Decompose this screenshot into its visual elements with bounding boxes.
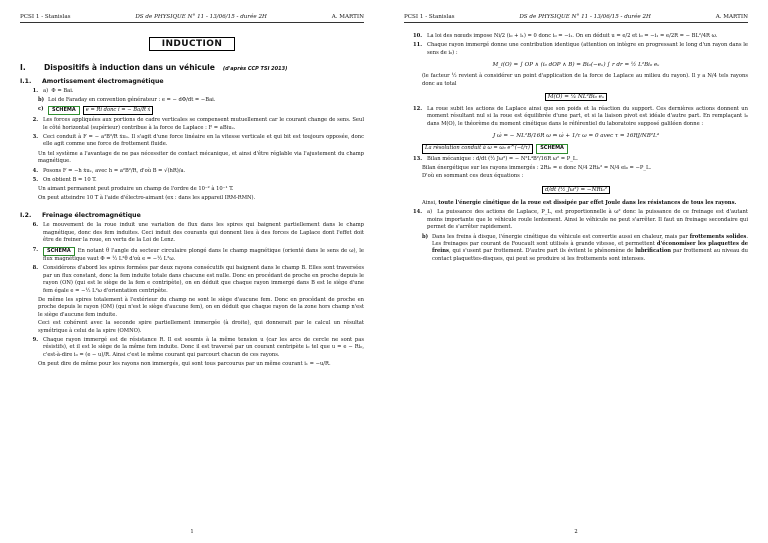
answer-text: Les forces appliquées aux portions de cadre verticales se compensent mutuellement car le courant change de sens. Seul le côté horizontal (supérieur) contribue à la force de Laplace : F = aBiuₓ. <box>43 117 364 131</box>
subsection-heading <box>20 212 364 219</box>
answer-13-continued-2: D'où en sommant ces deux équations : <box>422 173 524 180</box>
answer-text: Bilan mécanique : d/dt (½ Jω²) = − N²L⁴B²/16R ω² = P_L. <box>427 155 578 162</box>
subsection-number: I.2. <box>20 212 32 220</box>
boxed-equation: M(O) = ¼ NL²Bi₀ eᵤ <box>545 93 607 101</box>
answer-text: La roue subit les actions de Laplace ainsi que son poids et la réaction du support. Ces dernières actions donnent un moment résultant nul si la roue est équilibrée d'une part, et si la liaison pivot est idéale d'autre part. En remplaçant i₀ dans M(O), le théorème du moment cinétique dans le référentiel du laboratoire supposé galiléen donne : <box>427 106 748 127</box>
conclusion-prefix: Ainsi, <box>422 199 439 206</box>
answer-14a: 14. a) La puissance des actions de Laplace, P_L, est proportionnelle à ω² donc la puissance de ce freinage est d'autant moins importante que le véhicule roule lentement. Ainsi le véhicule ne peut s'arrêter. Il faut un freinage secondaire qui permet de s'arrêter rapidement. <box>412 209 748 231</box>
page-number: 1 <box>190 529 194 535</box>
answer-11-continued: (le facteur ½ revient à considérer un point d'application de la force de Laplace au milieu du rayon). Il y a N/4 tels rayons donc au total <box>422 73 748 87</box>
answer-10: 10. La loi des nœuds impose Ni/2 (i₀ + i₁) = 0 donc i₀ = −i₁. On en déduit u = e/2 et i₀ = −i₁ = e/2R = − BL²/4R ω. <box>404 33 748 40</box>
answer-4: 4. Posons F = −h ẋuₓ, avec h = a²B²/R, d'où B = √(hR)/a. <box>20 168 364 175</box>
subsection-title: Freinage électromagnétique <box>42 212 141 220</box>
boxed-equation: d/dt (½ Jω²) = −NRi₀² <box>542 186 610 194</box>
header-right: A. MARTIN <box>331 14 364 20</box>
page-2 <box>384 0 768 543</box>
answer-3-continued: Un tel système a l'avantage de ne pas nécessiter de contact mécanique, et ainsi d'être réglable via l'ajustement du champ magnétique. <box>38 150 364 165</box>
answer-8-continued: De même les spires totalement à l'extérieur du champ ne sont le siège d'aucune fem. Donc en procédant de proche en proche depuis le rayon (OM) (qui n'est le siège d'aucune fem), on en déduit que chaque rayon de la zone hors champ n'est le siège d'aucune fem induite. <box>38 296 364 318</box>
section-context: (d'après CCP TSI 2013) <box>222 66 288 72</box>
page-title: INDUCTION <box>149 37 235 51</box>
page-number: 2 <box>574 529 578 535</box>
answer-text: Ceci conduit à F = − a²B²/R ẋuₓ. Il s'agit d'une force linéaire en la vitesse verticale et qui bit est toujours opposée, donc elle agit comme une force de frottement fluide. <box>43 134 364 148</box>
text-run: Dans les freins à disque, l'énergie cinétique du véhicule est convertie aussi en chaleur, mais par <box>432 233 690 240</box>
answer-text: On obtient B = 10 T. <box>43 177 97 184</box>
answer-2: 2. Les forces appliquées aux portions de cadre verticales se compensent mutuellement car le courant change de sens. Seul le côté horizontal (supérieur) contribue à la force de Laplace : F = aBiuₓ. <box>32 117 364 131</box>
answer-6: 6. Le mouvement de la roue induit une variation de flux dans les spires qui baignent partiellement dans le champ magnétique, donc des fem induites. Ceci induit des courants qui donnent lieu à des forces de Laplace dont l'effet doit être de freiner la roue, en vertu de la Loi de Lenz. <box>32 222 364 244</box>
header-mid: DS de PHYSIQUE N° 11 - 13/06/15 - durée 2H <box>135 14 267 20</box>
answer-text: Le mouvement de la roue induit une variation de flux dans les spires qui baignent partiellement dans le champ magnétique, donc des fem induites. Ceci induit des courants qui donnent lieu à des forces de Laplace dont l'effet doit être de freiner la roue, en vertu de la Loi de Lenz. <box>43 222 364 244</box>
text-run: . Les freinages par courant de Foucault sont utilisés à grande vitesse, et permettent <box>432 233 749 247</box>
section-heading <box>20 63 364 72</box>
answer-1b: b) Loi de Faraday en convention générateur : e = − dΦ/dt = −Bai. <box>38 97 364 104</box>
answer-text: En notant θ l'angle du secteur circulaire plongé dans le champ magnétique (orienté dans le sens de ω), le flux magnétique vaut Φ = ½ L²θ d'où e = −½ L²ω. <box>43 247 364 262</box>
bold-run: lubrification <box>635 248 672 255</box>
header-left: PCSI 1 - Stanislas <box>20 14 71 20</box>
bold-run: d'économiser les plaquettes de freins <box>432 240 749 255</box>
answer-3: 3. Ceci conduit à F = − a²B²/R ẋuₓ. Il s'agit d'une force linéaire en la vitesse verticale et qui bit est toujours opposée, donc elle agit comme une force de frottement fluide. <box>32 134 364 148</box>
answer-text: La puissance des actions de Laplace, P_L, est proportionnelle à ω² donc la puissance de ce freinage est d'autant moins importante que le véhicule roule lentement. Ainsi le véhicule ne peut s'arrêter. Il faut un freinage secondaire qui permet de s'arrêter rapidement. <box>427 209 748 231</box>
answer-text: Loi de Faraday en convention générateur : e = − dΦ/dt = −Bai. <box>48 97 216 104</box>
answer-text: Φ = Bai. <box>51 88 74 94</box>
answer-13-continued: Bilan énergétique sur les rayons immergés : 2Ri₀ = e donc N/4 2Ri₀² = N/4 ei₀ = −P_L. <box>422 165 652 172</box>
answer-5: 5. On obtient B = 10 T. <box>20 177 364 184</box>
answer-9: 9. Chaque rayon immergé est de résistance R. Il est soumis à la même tension u (car les arcs de cercle ne sont pas résistifs), et il est le siège de la même fem induite. Donc il est traversé par un courant centripète i₀ tel que u = e − Ri₀, c'est-à-dire i₀ = (e − u)/R. Ainsi c'est le même courant qui parcourt chacun de ces rayons. <box>32 336 364 358</box>
subsection-heading <box>20 78 364 85</box>
conclusion-bold: toute l'énergie cinétique de la roue est dissipée par effet Joule dans les résistances de tous les rayons. <box>438 199 737 206</box>
answer-5-continued: Un aimant permanent peut produire un champ de l'ordre de 10⁻² à 10⁻¹ T. <box>38 186 234 193</box>
schema-badge: SCHEMA <box>536 144 568 153</box>
boxed-equation: La résolution conduit à ω = ω₀ e^(−t/τ) <box>422 144 533 153</box>
subsection-title: Amortissement électromagnétique <box>42 78 164 85</box>
answer-12-result <box>422 144 748 153</box>
answer-text: Chaque rayon immergé est de résistance R. Il est soumis à la même tension u (car les arcs de cercle ne sont pas résistifs), et il est le siège de la même fem induite. Donc il est traversé par un courant centripète i₀ tel que u = e − Ri₀, c'est-à-dire i₀ = (e − u)/R. Ainsi c'est le même courant qui parcourt chacun de ces rayons. <box>43 336 364 358</box>
page-header <box>20 14 364 23</box>
answer-13: 13. Bilan mécanique : d/dt (½ Jω²) = − N²L⁴B²/16R ω² = P_L. <box>404 156 748 163</box>
display-equation: M_i(O) = ∫ OP ∧ (i₀ dOP ∧ B) = Bi₀(−eᵤ) ∫ r dr = ½ L²Bi₀ eᵤ <box>492 62 660 69</box>
answer-text: Posons F = −h ẋuₓ, avec h = a²B²/R, d'où B = √(hR)/a. <box>43 167 186 174</box>
boxed-equation: e = Ri donc i = − Ba/R ẋ <box>83 106 154 115</box>
display-equation: J ω̇ = − NL²B/16R ω ⇔ ω̇ + 1/τ ω = 0 avec τ = 16RJ/NB²L⁴ <box>492 133 660 140</box>
answer-8: 8. Considérons d'abord les spires formées par deux rayons consécutifs qui baignent dans le champ B. Elles sont traversées par un flux constant, donc la fem induite totale dans chacune est nulle. Donc en procédant de proche en proche depuis le rayon (ON) (qui est le siège de la fem e contripète), on en déduit que chaque rayon immergé dans B est le siège d'une fem égale e = −½ L²ω d'orientation centripète. <box>32 265 364 294</box>
answer-5-continued-2: On peut atteindre 10 T à l'aide d'électro-aimant (ex : dans les appareil IRM-RMN). <box>38 194 256 201</box>
header-mid: DS de PHYSIQUE N° 11 - 13/06/15 - durée 2H <box>519 14 651 20</box>
section-number: I. <box>20 63 26 72</box>
answer-8-continued-2: Ceci est cohérent avec la seconde spire partiellement immergée (à droite), qui donnerait par le calcul un résultat symétrique à celui de la spire (OMNO). <box>38 320 364 334</box>
answer-11: 11. Chaque rayon immergé donne une contribution identique (attention on intègre en progressant le long d'un rayon dans le sens de i₀) : <box>412 42 748 56</box>
header-left: PCSI 1 - Stanislas <box>404 14 455 20</box>
text-run: , qui s'usent par frottement. D'autre part ils évitent le phénomène de <box>448 248 636 255</box>
display-equation-boxed <box>398 93 754 101</box>
page-header <box>404 14 748 23</box>
answer-1a: 1. a) Φ = Bai. <box>32 88 74 94</box>
text-run: par frottement au niveau du contact plaquettes-disques, qui peut se produire si les frottements sont intenses. <box>432 248 748 262</box>
answer-text: Considérons d'abord les spires formées par deux rayons consécutifs qui baignent dans le champ B. Elles sont traversées par un flux constant, donc la fem induite totale dans chacune est nulle. Donc en procédant de proche en proche depuis le rayon (ON) (qui est le siège de la fem e contripète), on en déduit que chaque rayon immergé dans B est le siège d'une fem égale e = −½ L²ω d'orientation centripète. <box>43 265 364 294</box>
answer-7: 7. SCHEMA En notant θ l'angle du secteur circulaire plongé dans le champ magnétique (orienté dans le sens de ω), le flux magnétique vaut Φ = ½ L²θ d'où e = −½ L²ω. <box>32 246 364 262</box>
bold-run: frottements solides <box>689 233 747 240</box>
answer-12: 12. La roue subit les actions de Laplace ainsi que son poids et la réaction du support. Ces dernières actions donnent un moment résultant nul si la roue est équilibrée d'une part, et si la liaison pivot est idéale d'autre part. En remplaçant i₀ dans M(O), le théorème du moment cinétique dans le référentiel du laboratoire supposé galiléen donne : <box>412 106 748 127</box>
answer-13-conclusion <box>422 200 748 207</box>
answer-text: La loi des nœuds impose Ni/2 (i₀ + i₁) = 0 donc i₀ = −i₁. On en déduit u = e/2 et i₀ = −i₁ = e/2R = − BL²/4R ω. <box>427 33 718 39</box>
schema-badge: SCHEMA <box>48 106 80 115</box>
schema-badge: SCHEMA <box>43 247 75 256</box>
section-title: Dispositifs à induction dans un véhicule <box>44 63 215 72</box>
header-right: A. MARTIN <box>715 14 748 20</box>
subsection-number: I.1. <box>20 78 32 85</box>
display-equation-boxed <box>398 186 754 194</box>
answer-1c: c) SCHEMA e = Ri donc i = − Ba/R ẋ <box>38 106 364 115</box>
answer-14b: b) Dans les freins à disque, l'énergie cinétique du véhicule est convertie aussi en chaleur, mais par frottements solides. Les freinages par courant de Foucault sont utilisés à grande vitesse, et permettent d'économiser les plaquettes de freins, qui s'usent par frottement. D'autre part ils évitent le phénomène de lubrification par frottement au niveau du contact plaquettes-disques, qui peut se produire si les frottements sont intenses. <box>422 233 749 262</box>
answer-9-continued: On peut dire de même pour les rayons non immergés, qui sont tous parcourus par un même courant i₁ = −u/R. <box>38 361 331 368</box>
answer-text: Chaque rayon immergé donne une contribution identique (attention on intègre en progressant le long d'un rayon dans le sens de i₀) : <box>427 42 748 56</box>
